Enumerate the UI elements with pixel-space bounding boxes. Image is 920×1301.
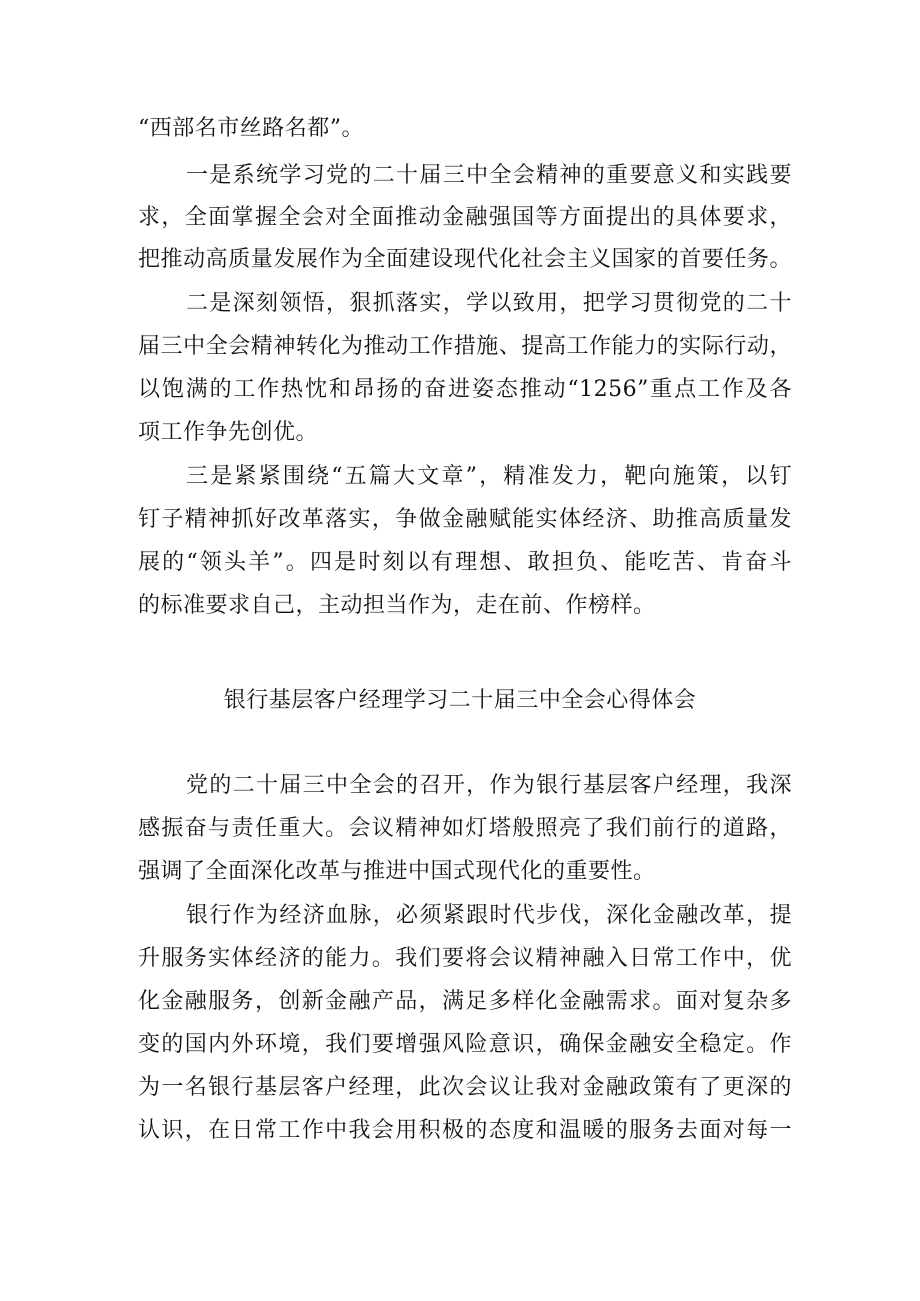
paragraph-line: 感振奋与责任重大。会议精神如灯塔般照亮了我们前行的道路， xyxy=(138,816,792,841)
paragraph-line: 以饱满的工作热忱和昂扬的奋进姿态推动“1256”重点工作及各 xyxy=(138,377,792,402)
paragraph-line: 强调了全面深化改革与推进中国式现代化的重要性。 xyxy=(138,859,656,884)
section-title: 银行基层客户经理学习二十届三中全会心得体会 xyxy=(223,688,697,713)
paragraph-line: 二是深刻领悟，狠抓落实，学以致用，把学习贯彻党的二十 xyxy=(186,291,792,316)
paragraph-line: 钉子精神抓好改革落实，争做金融赋能实体经济、助推高质量发 xyxy=(138,507,792,532)
paragraph-line: 求，全面掌握全会对全面推动金融强国等方面提出的具体要求， xyxy=(138,205,792,230)
paragraph-line: 变的国内外环境，我们要增强风险意识，确保金融安全稳定。作 xyxy=(138,1032,792,1057)
paragraph-line: 届三中全会精神转化为推动工作措施、提高工作能力的实际行动， xyxy=(138,334,792,359)
paragraph-line: “西部名市丝路名都”。 xyxy=(138,116,364,141)
paragraph-line: 一是系统学习党的二十届三中全会精神的重要意义和实践要 xyxy=(186,163,792,188)
paragraph-line: 认识，在日常工作中我会用积极的态度和温暖的服务去面对每一 xyxy=(138,1118,792,1143)
paragraph-line: 银行作为经济血脉，必须紧跟时代步伐，深化金融改革，提 xyxy=(186,903,792,928)
paragraph-line: 党的二十届三中全会的召开，作为银行基层客户经理，我深 xyxy=(186,773,792,798)
paragraph-line: 三是紧紧围绕“五篇大文章”，精准发力，靶向施策，以钉 xyxy=(186,464,792,489)
paragraph-line: 的标准要求自己，主动担当作为，走在前、作榜样。 xyxy=(138,593,656,618)
paragraph-line: 升服务实体经济的能力。我们要将会议精神融入日常工作中，优 xyxy=(138,946,792,971)
paragraph-line: 把推动高质量发展作为全面建设现代化社会主义国家的首要任务。 xyxy=(138,247,792,272)
paragraph-line: 为一名银行基层客户经理，此次会议让我对金融政策有了更深的 xyxy=(138,1075,792,1100)
paragraph-line: 项工作争先创优。 xyxy=(138,420,319,445)
paragraph-line: 化金融服务，创新金融产品，满足多样化金融需求。面对复杂多 xyxy=(138,989,792,1014)
paragraph-line: 展的“领头羊”。四是时刻以有理想、敢担负、能吃苦、肯奋斗 xyxy=(138,550,792,575)
